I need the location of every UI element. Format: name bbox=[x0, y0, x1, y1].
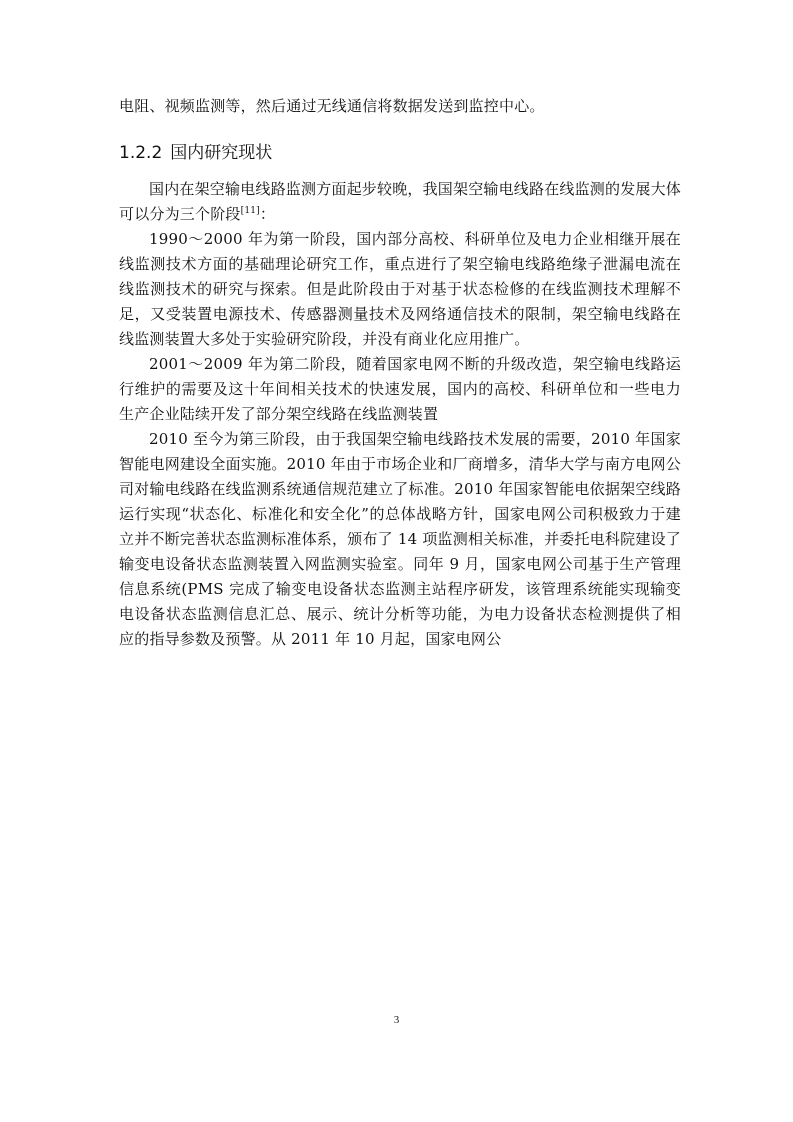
paragraph-intro bbox=[119, 177, 681, 227]
paragraph-text: 1990～2000 年为第一阶段，国内部分高校、科研单位及电力企业相继开展在线监测技术方面的基础理论研究工作，重点进行了架空输电线路绝缘子泄漏电流在线监测技术的研究与探索。但是此阶段由于对基于状态检修的在线监测技术理解不足，又受装置电源技术、传感器测量技术及网络通信技术的限制，架空输电线路在线监测装置大多处于实验研究阶段，并没有商业化应用推广。 bbox=[119, 230, 681, 348]
paragraph-text: 2010 至今为第三阶段，由于我国架空输电线路技术发展的需要，2010 年国家智能电网建设全面实施。2010 年由于市场企业和厂商增多，清华大学与南方电网公司对输电线路在线监测系统通信规范建立了标准。2010 年国家智能电依据架空线路运行实现“状态化、标准化和安全化”的总体战略方针，国家电网公司积极致力于建立并不断完善状态监测标准体系，颁布了 14 项监测相关标准，并委托电科院建设了输变电设备状态监测装置入网监测实验室。同年 9 月，国家电网公司基于生产管理信息系统(PMS 完成了输变电设备状态监测主站程序研发，该管理系统能实现输变电设备状态监测信息汇总、展示、统计分析等功能，为电力设备状态检测提供了相应的指导参数及预警。从 2011 年 10 月起，国家电网公 bbox=[119, 430, 681, 648]
page-number: 3 bbox=[393, 1014, 400, 1026]
section-title: 国内研究现状 bbox=[170, 143, 273, 163]
page-body bbox=[119, 94, 681, 652]
paragraph-text: 2001～2009 年为第二阶段，随着国家电网不断的升级改造，架空输电线路运行维护的需要及这十年间相关技术的快速发展，国内的高校、科研单位和一些电力生产企业陆续开发了部分架空线路在线监测装置 bbox=[119, 355, 681, 423]
section-heading bbox=[119, 141, 681, 165]
paragraph-text-tail: ： bbox=[259, 205, 276, 223]
paragraph-stage-three bbox=[119, 427, 681, 652]
paragraph-stage-one bbox=[119, 227, 681, 352]
citation-ref: [11] bbox=[240, 206, 260, 216]
continuation-paragraph: 电阻、视频监测等，然后通过无线通信将数据发送到监控中心。 bbox=[119, 97, 545, 115]
paragraph-stage-two bbox=[119, 352, 681, 427]
section-number: 1.2.2 bbox=[119, 143, 163, 163]
paragraph-text: 国内在架空输电线路监测方面起步较晚，我国架空输电线路在线监测的发展大体可以分为三个阶段 bbox=[119, 180, 682, 223]
